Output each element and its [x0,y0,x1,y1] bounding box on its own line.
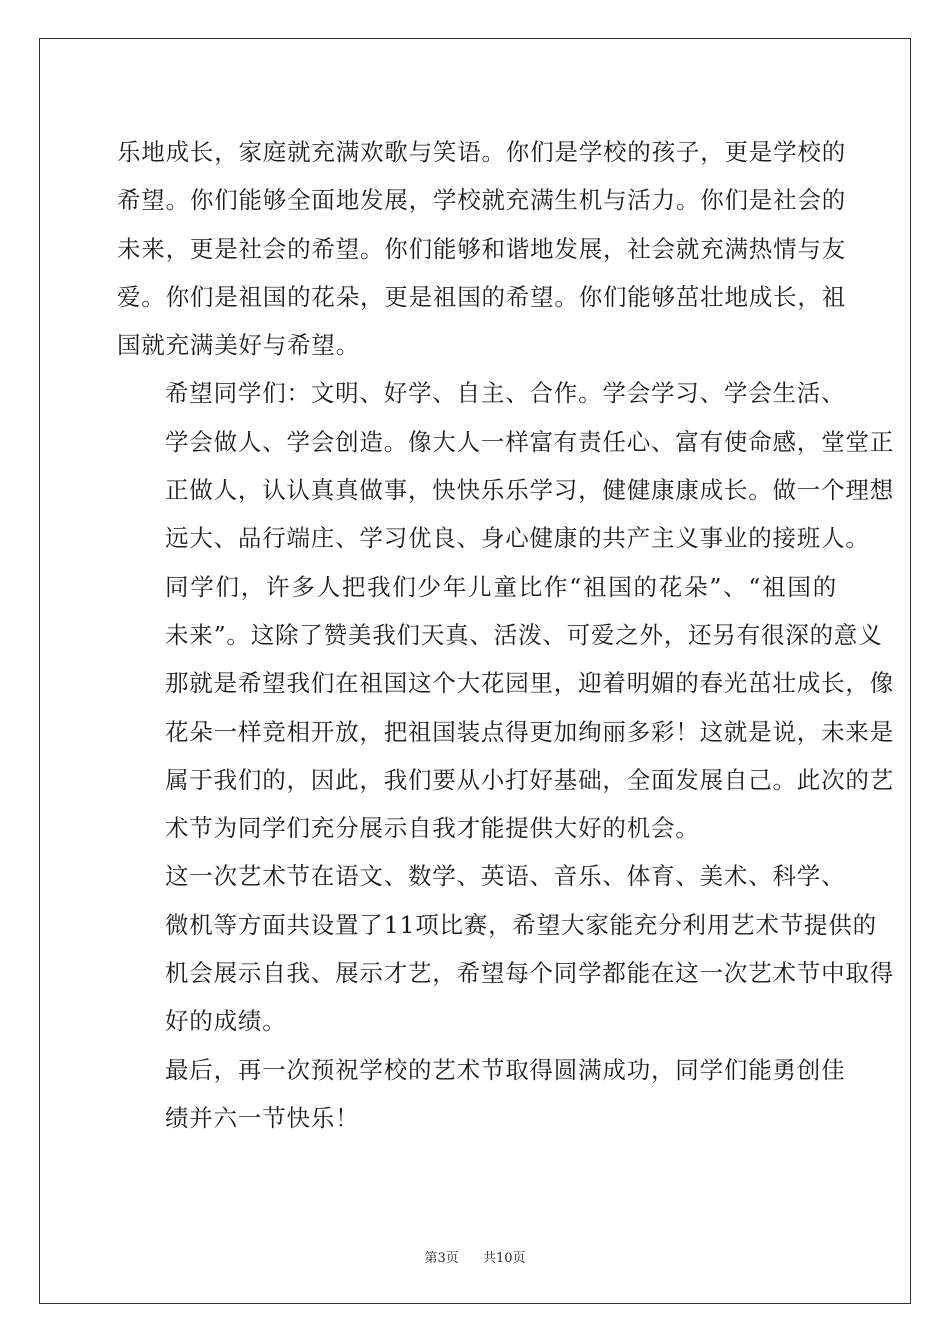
paragraph [117,1046,846,1143]
text-line: 属于我们的，因此，我们要从小打好基础，全面发展自己。此次的艺 [165,765,894,794]
text-line: 好的成绩。 [165,1007,287,1036]
text-line: 未来，更是社会的希望。你们能够和谐地发展，社会就充满热情与友 [117,234,846,263]
text-line: 这一次艺术节在语文、数学、英语、音乐、体育、美术、科学、 [165,862,846,891]
text-line: 国就充满美好与希望。 [117,331,360,360]
page-total: 共10页 [483,1251,526,1266]
text-line: 微机等方面共设置了11项比赛，希望大家能充分利用艺术节提供的 [165,910,877,939]
paragraph [117,563,894,853]
text-line: 远大、品行端庄、学习优良、身心健康的共产主义事业的接班人。 [165,524,870,553]
text-line: 术节为同学们充分展示自我才能提供大好的机会。 [165,814,700,843]
text-line: 那就是希望我们在祖国这个大花园里，迎着明媚的春光茁壮成长，像 [165,669,894,698]
text-line: 希望同学们：文明、好学、自主、合作。学会学习、学会生活、 [165,379,846,408]
document-body [117,128,894,1142]
page-footer [0,1247,950,1266]
text-line: 学会做人、学会创造。像大人一样富有责任心、富有使命感，堂堂正 [165,427,894,456]
text-line: 爱。你们是祖国的花朵，更是祖国的希望。你们能够茁壮地成长，祖 [117,282,846,311]
text-line: 未来”。这除了赞美我们天真、活泼、可爱之外，还另有很深的意义 [165,620,883,649]
text-line: 同学们，许多人把我们少年儿童比作“祖国的花朵”、“祖国的 [165,572,837,601]
text-line: 乐地成长，家庭就充满欢歌与笑语。你们是学校的孩子，更是学校的 [117,138,846,166]
paragraph [117,852,894,1045]
text-line: 花朵一样竞相开放，把祖国装点得更加绚丽多彩！这就是说，未来是 [165,717,894,746]
text-line: 最后，再一次预祝学校的艺术节取得圆满成功，同学们能勇创佳 [165,1055,846,1084]
text-line: 希望。你们能够全面地发展，学校就充满生机与活力。你们是社会的 [117,186,846,215]
text-line: 机会展示自我、展示才艺，希望每个同学都能在这一次艺术节中取得 [165,959,894,988]
paragraph [117,369,894,562]
text-line: 绩并六一节快乐！ [165,1103,360,1132]
page-number: 第3页 [424,1251,459,1266]
paragraph [117,128,846,369]
text-line: 正做人，认认真真做事，快快乐乐学习，健健康康成长。做一个理想 [165,476,894,505]
